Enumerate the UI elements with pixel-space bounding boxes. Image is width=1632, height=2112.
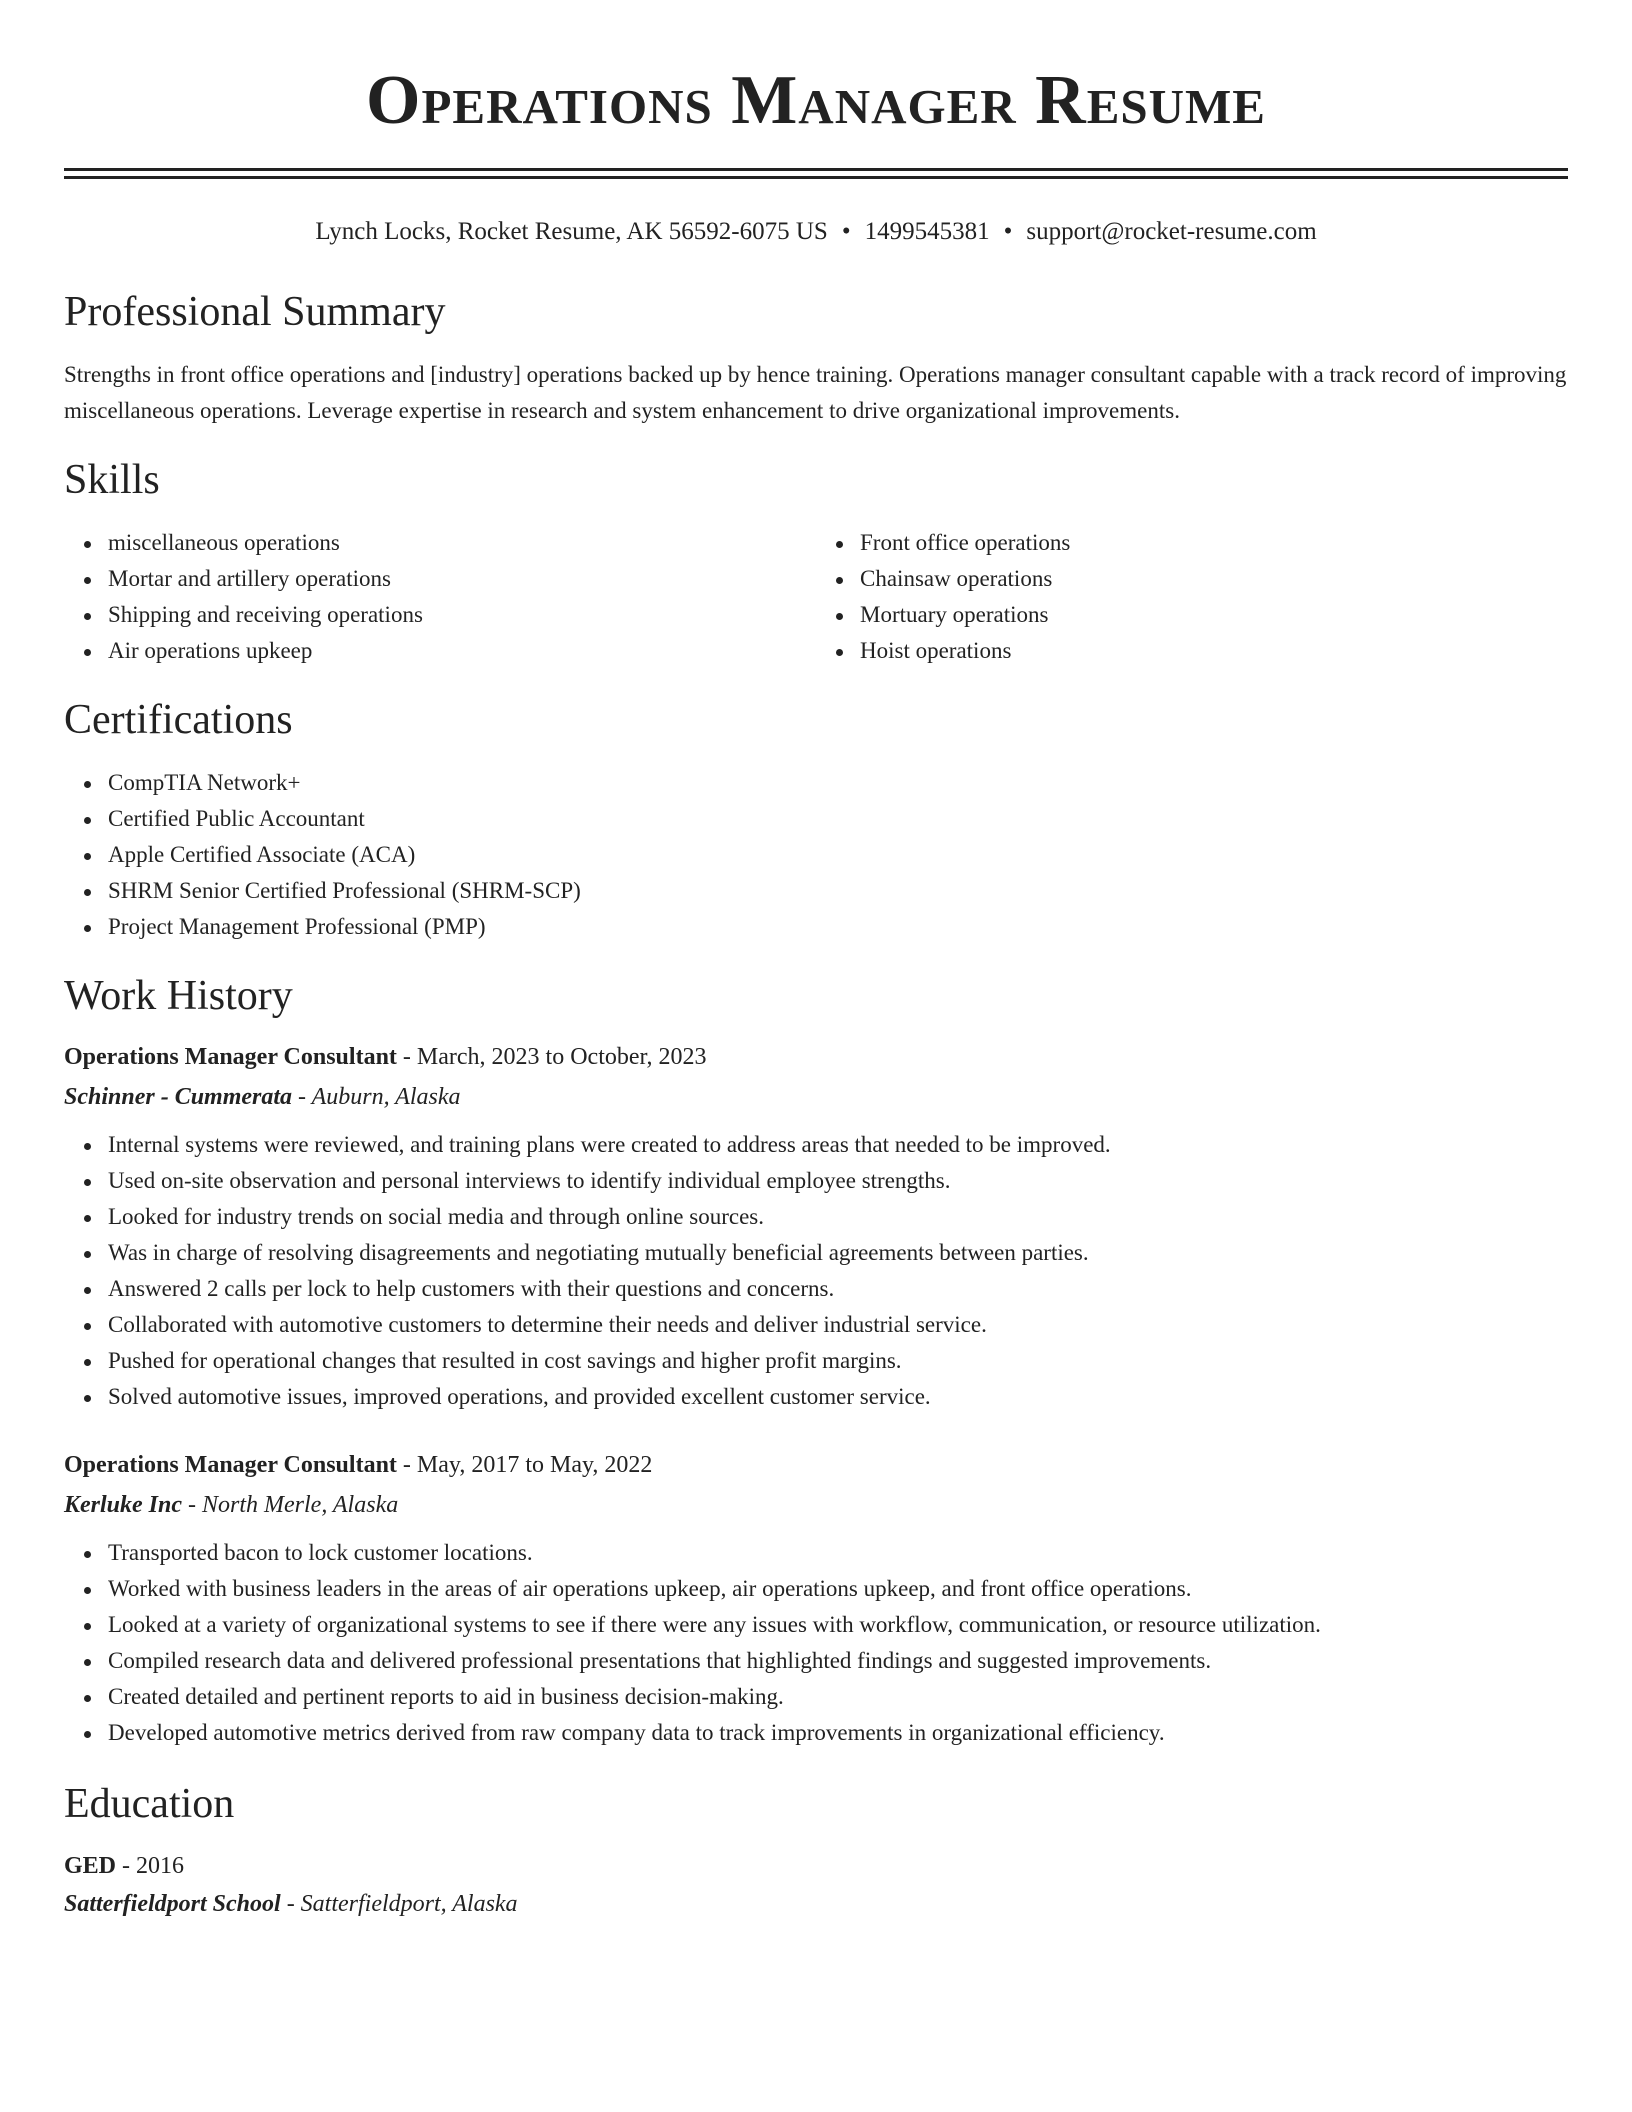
contact-email[interactable]: support@rocket-resume.com	[1026, 218, 1317, 245]
certification-item: CompTIA Network+	[108, 765, 1568, 801]
job-bullet: Used on-site observation and personal interviews to identify individual employee strengths.	[108, 1163, 1568, 1199]
job-bullet: Compiled research data and delivered professional presentations that highlighted findings and suggested improvements.	[108, 1643, 1568, 1679]
job-bullet: Worked with business leaders in the areas of air operations upkeep, air operations upkeep, and front office operations.	[108, 1571, 1568, 1607]
job-bullet: Was in charge of resolving disagreements and negotiating mutually beneficial agreements between parties.	[108, 1235, 1568, 1271]
job-bullet: Solved automotive issues, improved operations, and provided excellent customer service.	[108, 1379, 1568, 1415]
section-title-certifications: Certifications	[64, 697, 293, 743]
job-bullet: Collaborated with automotive customers to determine their needs and deliver industrial service.	[108, 1307, 1568, 1343]
section-title-work: Work History	[64, 973, 293, 1019]
title-divider	[64, 168, 1568, 179]
skill-item: Chainsaw operations	[860, 561, 1568, 597]
education-school: Satterfieldport School	[64, 1891, 281, 1917]
job-employer	[64, 1077, 1568, 1117]
job-entry	[64, 1445, 1568, 1751]
skill-item: Hoist operations	[860, 633, 1568, 669]
job-bullets	[64, 1535, 1568, 1751]
education-header	[64, 1847, 1568, 1885]
job-bullet: Looked at a variety of organizational systems to see if there were any issues with workflow, communication, or resource utilization.	[108, 1607, 1568, 1643]
job-title: Operations Manager Consultant	[64, 1452, 397, 1478]
job-company: Kerluke Inc	[64, 1492, 183, 1518]
certification-item: Apple Certified Associate (ACA)	[108, 837, 1568, 873]
section-title-education: Education	[64, 1781, 235, 1827]
skill-item: miscellaneous operations	[108, 525, 816, 561]
job-title: Operations Manager Consultant	[64, 1044, 397, 1070]
skill-item: Mortuary operations	[860, 597, 1568, 633]
summary-text: Strengths in front office operations and [industry] operations backed up by hence training. Operations manager consultant capable with a track record of improving miscellaneous operations. Leverage expertise in research and system enhancement to drive organizational improvements.	[64, 362, 1567, 423]
job-location: - Auburn, Alaska	[292, 1084, 461, 1110]
job-bullet: Looked for industry trends on social media and through online sources.	[108, 1199, 1568, 1235]
job-bullet: Developed automotive metrics derived from raw company data to track improvements in organizational efficiency.	[108, 1715, 1568, 1751]
job-header	[64, 1445, 1568, 1485]
contact-line	[64, 215, 1568, 249]
page-title: Operations Manager Resume	[366, 62, 1266, 139]
contact-separator: •	[841, 218, 851, 245]
education-location: - Satterfieldport, Alaska	[280, 1891, 518, 1917]
skill-item: Mortar and artillery operations	[108, 561, 816, 597]
skill-item: Air operations upkeep	[108, 633, 816, 669]
certification-item: Certified Public Accountant	[108, 801, 1568, 837]
contact-phone: 1499545381	[864, 218, 990, 245]
job-location: - North Merle, Alaska	[182, 1492, 399, 1518]
section-title-skills: Skills	[64, 457, 160, 503]
skill-item: Shipping and receiving operations	[108, 597, 816, 633]
job-dates: - March, 2023 to October, 2023	[396, 1044, 707, 1070]
skill-item: Front office operations	[860, 525, 1568, 561]
skills-column-left	[64, 525, 816, 669]
job-employer	[64, 1485, 1568, 1525]
job-bullet: Created detailed and pertinent reports to aid in business decision-making.	[108, 1679, 1568, 1715]
job-dates: - May, 2017 to May, 2022	[396, 1452, 653, 1478]
job-bullet: Pushed for operational changes that resulted in cost savings and higher profit margins.	[108, 1343, 1568, 1379]
contact-separator: •	[1003, 218, 1013, 245]
job-bullet: Transported bacon to lock customer locations.	[108, 1535, 1568, 1571]
certification-item: SHRM Senior Certified Professional (SHRM-SCP)	[108, 873, 1568, 909]
skills-list	[64, 525, 1568, 669]
education-school-line	[64, 1885, 1568, 1923]
job-company: Schinner - Cummerata	[64, 1084, 293, 1110]
section-title-summary: Professional Summary	[64, 289, 446, 335]
contact-address: Lynch Locks, Rocket Resume, AK 56592-6075 US	[315, 218, 828, 245]
job-bullet: Internal systems were reviewed, and training plans were created to address areas that needed to be improved.	[108, 1127, 1568, 1163]
skills-column-right	[816, 525, 1568, 669]
education-year: - 2016	[116, 1853, 185, 1879]
job-bullet: Answered 2 calls per lock to help customers with their questions and concerns.	[108, 1271, 1568, 1307]
job-header	[64, 1037, 1568, 1077]
education-degree: GED	[64, 1853, 117, 1879]
job-bullets	[64, 1127, 1568, 1415]
certification-item: Project Management Professional (PMP)	[108, 909, 1568, 945]
certifications-list	[64, 765, 1568, 945]
job-entry	[64, 1037, 1568, 1415]
